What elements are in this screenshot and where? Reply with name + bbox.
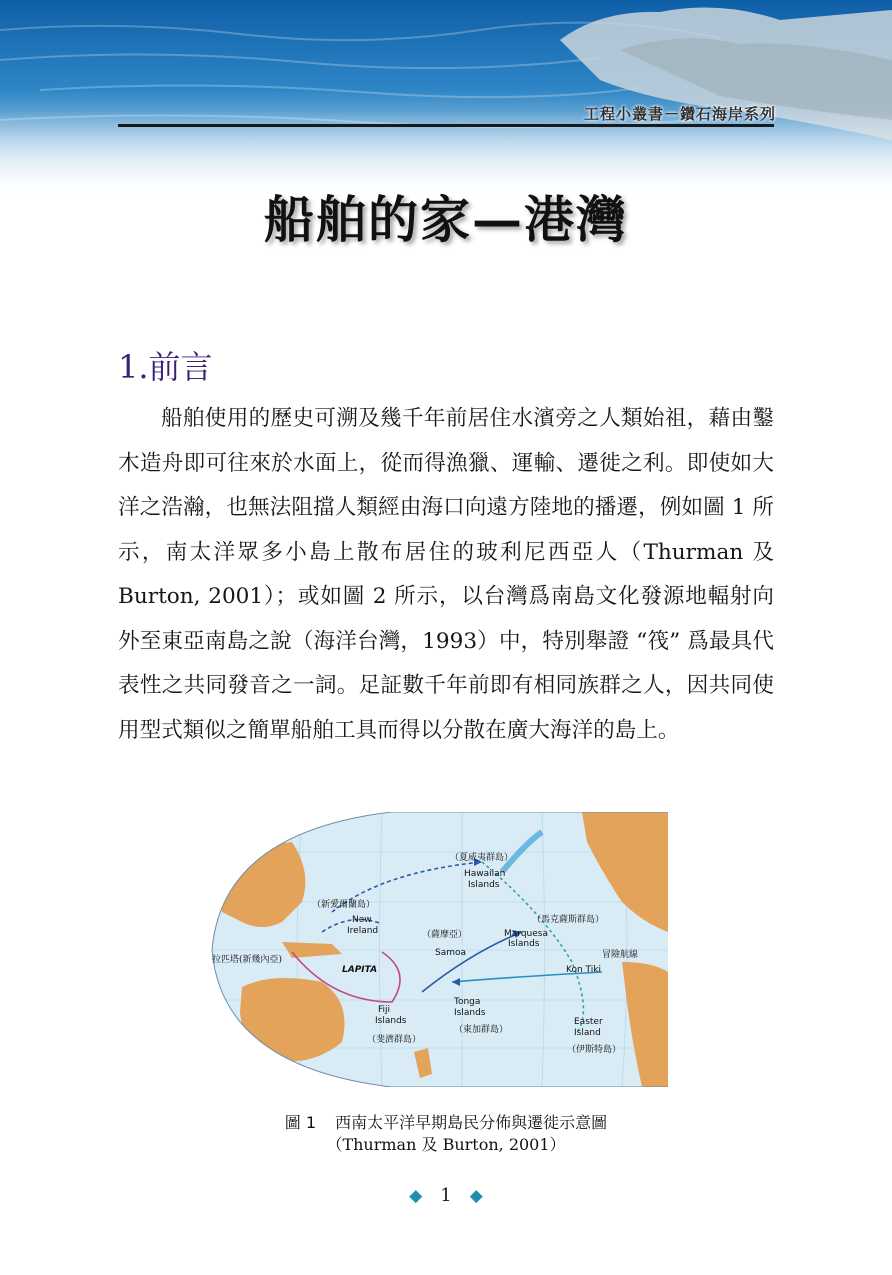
label-samoa-en: Samoa <box>435 948 467 958</box>
section-heading: 1.前言 <box>118 348 213 386</box>
australia-landmass <box>240 978 345 1062</box>
figure-caption-source: （Thurman 及 Burton, 2001） <box>326 1135 566 1154</box>
label-marquesa-cn: （馬克薩斯群島） <box>532 915 605 925</box>
label-new-ireland-en-1: New <box>352 915 372 925</box>
sea-photo-image <box>0 0 892 200</box>
label-voyage-cn: 冒險航線 <box>602 950 639 960</box>
label-kon-tiki: Kon Tiki <box>566 965 601 975</box>
page-title: 船舶的家—港灣 <box>264 190 628 249</box>
label-easter-en-1: Easter <box>574 1017 603 1027</box>
label-tonga-cn: （東加群島） <box>454 1025 509 1035</box>
page-number: 1 <box>440 1185 452 1206</box>
pacific-migration-map <box>182 812 668 1087</box>
label-hawaii-cn: （夏威夷群島） <box>450 853 514 863</box>
label-tonga-en-1: Tonga <box>454 997 481 1007</box>
label-hawaii-en-1: Hawaiian <box>464 869 506 879</box>
label-hawaii-en-2: Islands <box>468 880 500 890</box>
label-new-ireland-cn: （新愛爾蘭島） <box>312 900 376 910</box>
figure-caption-number: 圖 1 <box>284 1113 317 1132</box>
figure-pacific-map <box>182 812 668 1087</box>
diamond-right-icon: ◆ <box>469 1186 483 1206</box>
label-lapita-en: LAPITA <box>342 965 378 975</box>
series-title: 工程小叢書－鑽石海岸系列 <box>583 105 776 123</box>
label-easter-cn: （伊斯特島） <box>567 1045 622 1055</box>
label-marquesa-en-1: Marquesa <box>504 929 548 939</box>
label-new-ireland-en-2: Ireland <box>347 926 379 936</box>
figure-caption <box>0 1110 892 1133</box>
label-easter-en-2: Island <box>574 1028 601 1038</box>
label-fiji-en-1: Fiji <box>378 1005 391 1015</box>
label-fiji-cn: （斐濟群島） <box>367 1035 422 1045</box>
label-tonga-en-2: Islands <box>454 1008 486 1018</box>
body-paragraph: 船舶使用的歷史可溯及幾千年前居住水濱旁之人類始祖，藉由鑿木造舟即可往來於水面上，從而得漁獵、運輸、遷徙之利。即使如大洋之浩瀚，也無法阻擋人類經由海口向遠方陸地的播遷，例如圖 1 所示，南太洋眾多小島上散布居住的玻利尼西亞人（Thurman 及 Burton, 2001）；或如圖 2 所示，以台灣爲南島文化發源地輻射向外至東亞南島之說（海洋台灣，1993）中，特別舉證 “筏” 爲最具代表性之共同發音之一詞。足証數千年前即有相同族群之人，因共同使用型式類似之簡單船舶工具而得以分散在廣大海洋的島上。 <box>118 406 774 743</box>
label-lapita-cn: 拉匹塔(新幾內亞) <box>212 955 283 965</box>
label-fiji-en-2: Islands <box>375 1016 407 1026</box>
label-samoa-cn: （薩摩亞） <box>422 930 468 940</box>
diamond-left-icon: ◆ <box>409 1186 423 1206</box>
header-sea-banner <box>0 0 892 200</box>
page-footer <box>0 1185 892 1206</box>
figure-caption-title: 西南太平洋早期島民分佈與遷徙示意圖 <box>335 1113 608 1132</box>
label-marquesa-en-2: Islands <box>508 939 540 949</box>
header-rule <box>118 124 774 127</box>
